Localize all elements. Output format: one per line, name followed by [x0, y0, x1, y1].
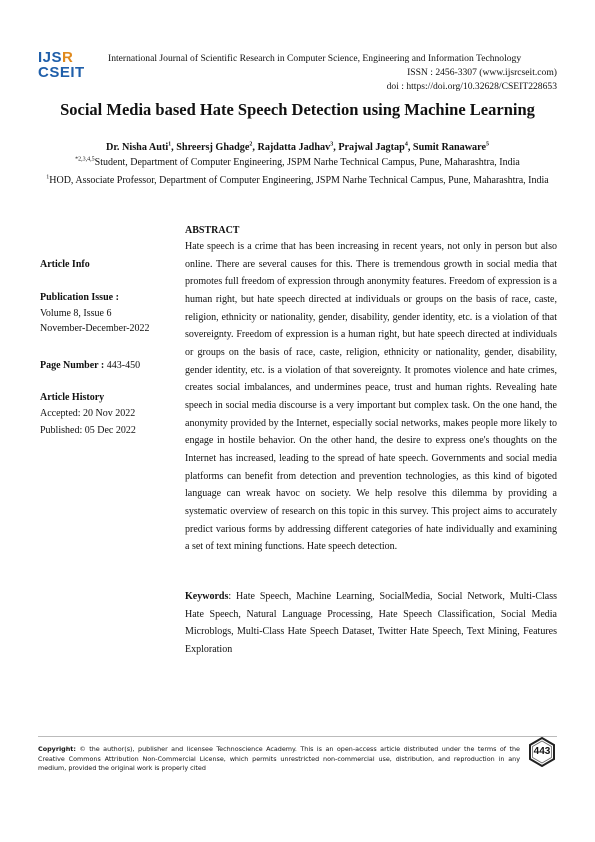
logo-top-text: IJSR	[38, 49, 74, 66]
keywords-text: : Hate Speech, Machine Learning, SocialMedia, Social Network, Multi-Class Hate Speech, Natural Language Processing, Hate Speech Classification, Social Media Microblogs, Multi-Class Hate Speech Dataset, Twitter Hate Speech, Text Mining, Features Exploration	[185, 591, 557, 655]
journal-logo	[38, 50, 100, 84]
affiliation-students: $^{*2,3,4,5}$Student, Department of Computer Engineering, JSPM Narhe Technical Campus, Pune, Maharashtra, India	[75, 156, 520, 168]
affiliation-hod: $^1$HOD, Associate Professor, Department of Computer Engineering, JSPM Narhe Technical Campus, Pune, Maharashtra, India	[46, 174, 549, 186]
abstract-body: Hate speech is a crime that has been increasing in recent years, not only in person but also online. There are several causes for this. There is tremendous growth in social media that promotes full freedom of expression through anonymity features. Freedom of expression is a human right, but hate speech directed at individuals or groups on the basis of race, caste, religion, ethnicity or nationality, gender, disability, gender identity, etc. is a violation of that sovereignty. Freedom of expression is a human right, but hate speech directed at individuals or groups on the basis of race, caste, religion, ethnicity or nationality, gender, disability, gender identity, etc. is a violation of that sovereignty. It promotes violence and hate crimes, creates social imbalances, and undermines peace, trust and human rights. Revealing hate speech in social media discourse is a very important but complex task. On the one hand, the anonymity provided by the Internet, especially social networks, makes people more likely to engage in hostile behavior. On the other hand, the desire to express one's thoughts on the Internet has increased, leading to the spread of hate speech. Governments and social media platforms can benefit from detection and prevention technologies, as this kind of bigoted language can wreak havoc on society. We help resolve this dilemma by providing a systematic overview of research on this topic in this survey. This project aims to accurately predict various forms by addressing different categories of hate individually and examining a set of text mining functions. Hate speech detection.	[185, 241, 557, 553]
logo-bottom-text: CSEIT	[38, 64, 85, 81]
paper-title: Social Media based Hate Speech Detection using Machine Learning	[60, 100, 535, 119]
published-date: Published: 05 Dec 2022	[40, 425, 136, 436]
article-history-label: Article History	[40, 392, 105, 403]
author-name: Shreersj Ghadge	[176, 142, 250, 153]
footer-divider	[38, 736, 557, 737]
author-sup: 2	[249, 141, 253, 148]
volume-issue: Volume 8, Issue 6	[40, 308, 112, 319]
author-name: Rajdatta Jadhav	[257, 142, 331, 153]
author-sup: 4	[404, 141, 408, 148]
author-sup: 3	[330, 141, 334, 148]
author-name: Dr. Nisha Auti	[105, 142, 169, 153]
keywords-label: Keywords	[185, 591, 229, 602]
article-info-heading: Article Info	[40, 259, 90, 270]
accepted-date: Accepted: 20 Nov 2022	[40, 408, 136, 419]
author-name: Prajwal Jagtap	[338, 142, 405, 153]
author-sup: 5	[486, 141, 490, 148]
publication-period: November-December-2022	[40, 323, 150, 334]
issn-line: ISSN : 2456-3307 (www.ijsrcseit.com)	[407, 67, 557, 78]
author-sup: 1	[168, 141, 172, 148]
keywords	[185, 588, 557, 659]
author-name: Sumit Ranaware	[412, 142, 487, 153]
journal-name: International Journal of Scientific Research in Computer Science, Engineering and Information Technology	[108, 53, 522, 64]
abstract-heading: ABSTRACT	[185, 225, 240, 236]
copyright-notice: Copyright: © the author(s), publisher and licensee Technoscience Academy. This is an open-access article distributed under the terms of the Creative Commons Attribution Non-Commercial License, which permits unrestricted non-commercial use, distribution, and reproduction in any medium, provided the original work is properly cited	[38, 745, 520, 773]
publication-issue-label: Publication Issue :	[40, 292, 119, 303]
author-list: Dr. Nisha Auti$^1$, Shreersj Ghadge$^2$, Rajdatta Jadhav$^3$, Prajwal Jagtap$^4$, Sumit Ranaware$^5$	[105, 141, 490, 153]
doi-link[interactable]: doi : https://doi.org/10.32628/CSEIT228653	[386, 81, 557, 92]
page-number-info: Page Number : 443-450	[40, 360, 141, 371]
page-number: 443	[533, 746, 551, 757]
